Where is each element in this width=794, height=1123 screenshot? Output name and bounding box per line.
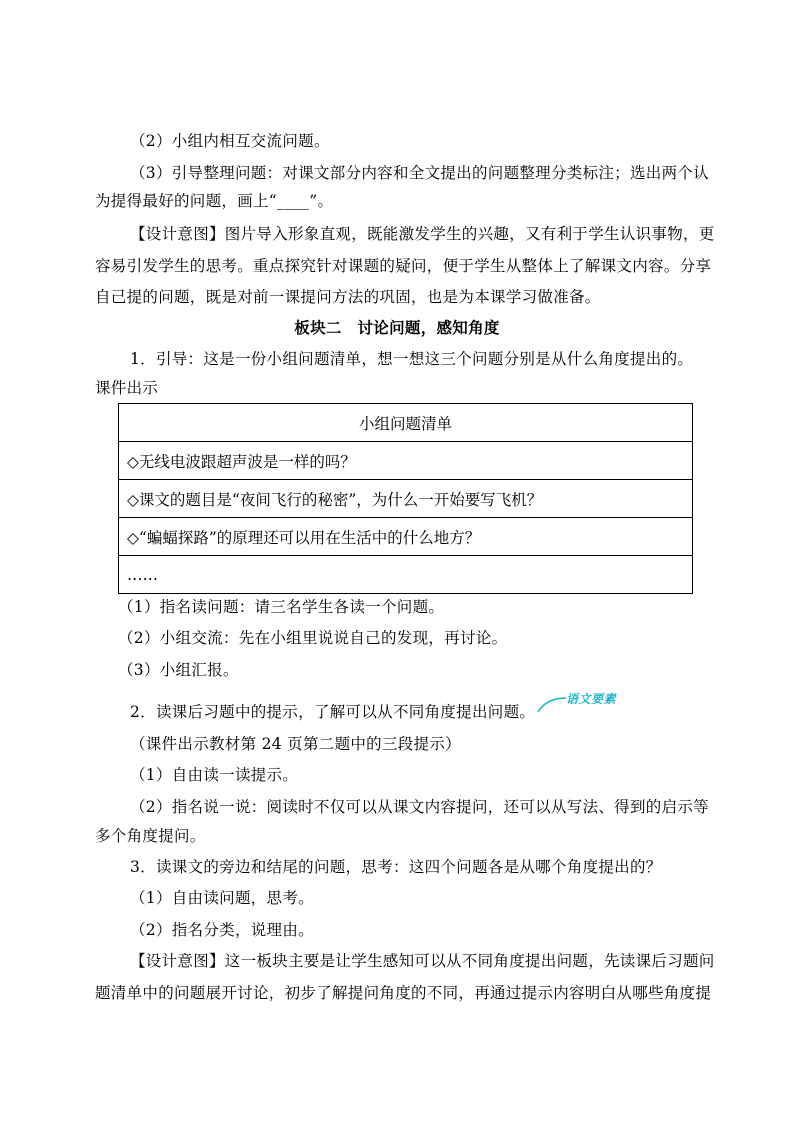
table-row <box>119 404 693 442</box>
text-line: 2．读课后习题中的提示，了解可以从不同角度提出问题。 <box>130 703 536 721</box>
text-line: 容易引发学生的思考。重点探究针对课题的疑问，便于学生从整体上了解课文内容。分享 <box>95 257 712 275</box>
text-line: （2）指名说一说：阅读时不仅可以从课文内容提问，还可以从写法、得到的启示等 <box>130 798 709 816</box>
table-row <box>119 442 693 480</box>
text-line: 题清单中的问题展开讨论，初步了解提问角度的不同，再通过提示内容明白从哪些角度提 <box>95 984 712 1002</box>
section-heading: 板块二 讨论问题，感知角度 <box>294 318 500 337</box>
text-line: （2）小组交流：先在小组里说说自己的发现，再讨论。 <box>118 629 508 647</box>
design-intent-line: 【设计意图】图片导入形象直观，既能激发学生的兴趣，又有利于学生认识事物，更 <box>130 225 715 243</box>
text-line: （2）小组内相互交流问题。 <box>130 132 330 150</box>
text-line: （2）指名分类，说理由。 <box>130 921 314 939</box>
text-line: （1）自由读一读提示。 <box>130 766 299 784</box>
text-line: （1）自由读问题，思考。 <box>130 889 314 907</box>
text-line: （3）小组汇报。 <box>118 661 239 679</box>
table-header: 小组问题清单 <box>119 404 693 442</box>
text-line: 为提得最好的问题，画上“____”。 <box>95 192 334 210</box>
table-cell: ◇“蝙蝠探路”的原理还可以用在生活中的什么地方？ <box>119 518 693 556</box>
text-line: 3．读课文的旁边和结尾的问题，思考：这四个问题各是从哪个角度提出的？ <box>130 858 662 876</box>
table-cell: ◇无线电波跟超声波是一样的吗？ <box>119 442 693 480</box>
table-row <box>119 518 693 556</box>
text-line: 多个角度提问。 <box>95 827 206 845</box>
question-list-table <box>118 403 693 594</box>
table-cell: ◇课文的题目是“夜间飞行的秘密”，为什么一开始要写飞机？ <box>119 480 693 518</box>
text-line: （1）指名读问题：请三名学生各读一个问题。 <box>118 598 445 616</box>
table-row <box>119 556 693 594</box>
table-row <box>119 480 693 518</box>
design-intent-line: 【设计意图】这一板块主要是让学生感知可以从不同角度提出问题，先读课后习题问 <box>130 952 715 970</box>
text-line: （3）引导整理问题：对课文部分内容和全文提出的问题整理分类标注；选出两个认 <box>130 164 709 182</box>
text-line: （课件出示教材第 24 页第二题中的三段提示） <box>130 735 461 753</box>
text-line: 课件出示 <box>95 379 159 397</box>
key-element-badge <box>536 690 626 714</box>
table-cell: …… <box>119 556 693 594</box>
text-line: 1．引导：这是一份小组问题清单，想一想这三个问题分别是从什么角度提出的。 <box>130 350 694 368</box>
badge-label: 语文要素 <box>566 692 617 706</box>
text-line: 自己提的问题，既是对前一课提问方法的巩固，也是为本课学习做准备。 <box>95 288 601 306</box>
